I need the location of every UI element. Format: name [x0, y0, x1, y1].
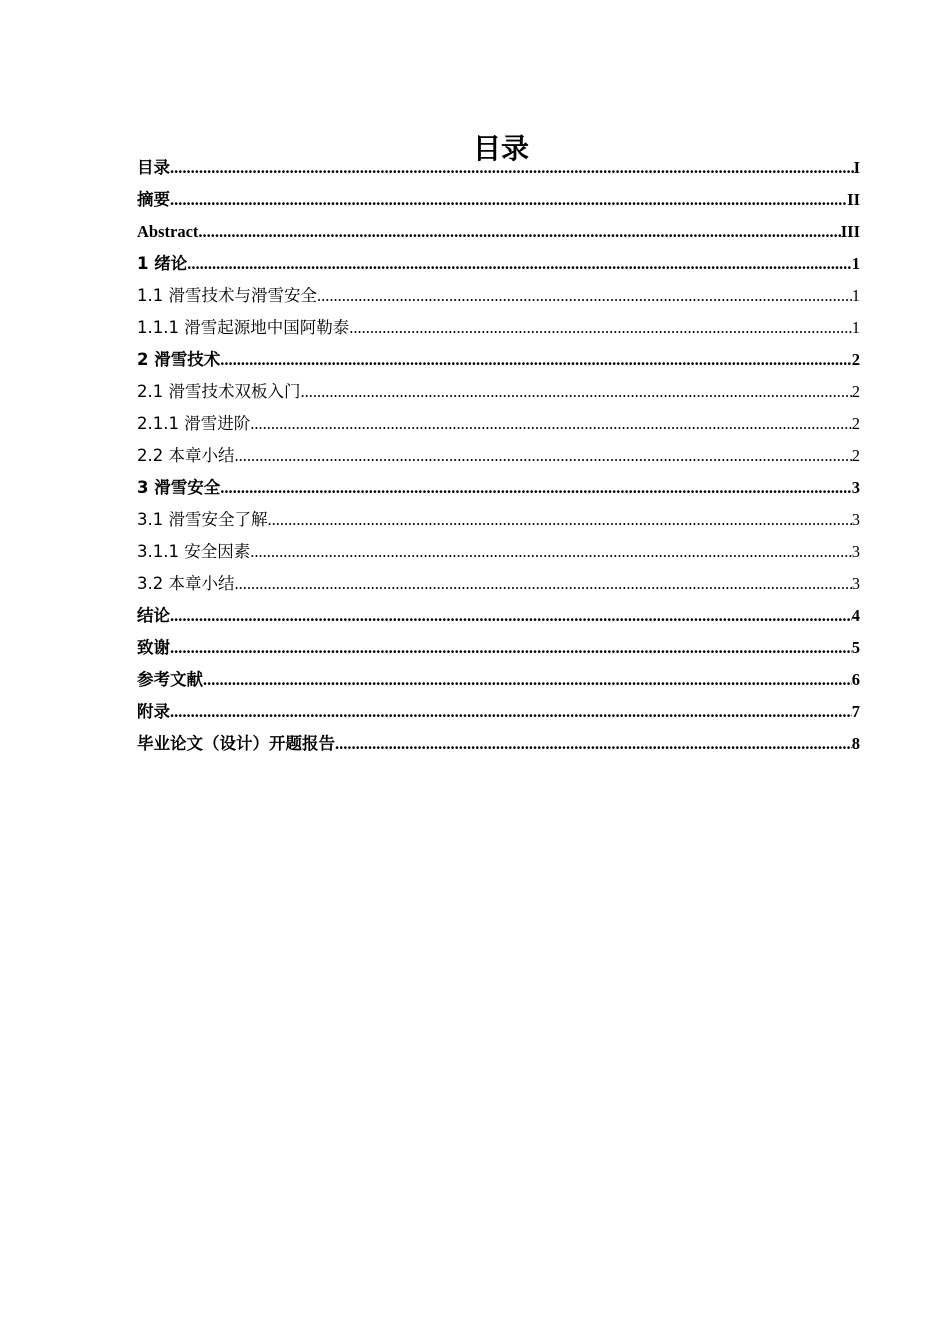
toc-entry-page-number: 7	[851, 702, 860, 721]
toc-entry-label: 1.1.1 滑雪起源地中国阿勒泰	[137, 318, 350, 337]
toc-entry-section-2-1-1[interactable]	[137, 408, 860, 440]
toc-entry-chapter-1[interactable]	[137, 248, 860, 280]
toc-entry-label: 2 滑雪技术	[137, 350, 221, 369]
dot-leader	[170, 600, 852, 632]
toc-entry-zhaiyao[interactable]	[137, 184, 860, 216]
dot-leader	[301, 376, 852, 408]
toc-entry-page-number: I	[853, 158, 860, 177]
toc-entry-chapter-2[interactable]	[137, 344, 860, 376]
toc-entry-page-number: 5	[851, 638, 860, 657]
toc-entry-page-number: III	[840, 222, 860, 241]
toc-entry-label: 致谢	[137, 638, 170, 657]
toc-entry-section-2-1[interactable]	[137, 376, 860, 408]
toc-entry-section-3-1-1[interactable]	[137, 536, 860, 568]
toc-entry-page-number: 2	[851, 350, 860, 369]
toc-entry-proposal-report[interactable]	[137, 728, 860, 760]
toc-entry-section-3-2[interactable]	[137, 568, 860, 600]
toc-entry-section-2-2[interactable]	[137, 440, 860, 472]
toc-entry-page-number: II	[847, 190, 860, 209]
dot-leader	[203, 664, 852, 696]
toc-entry-label: 1.1 滑雪技术与滑雪安全	[137, 286, 317, 305]
toc-entry-label: 结论	[137, 606, 170, 625]
toc-entry-page-number: 3	[851, 542, 860, 561]
toc-entry-page-number: 3	[851, 574, 860, 593]
toc-entry-page-number: 3	[851, 478, 860, 497]
toc-entry-page-number: 2	[851, 414, 860, 433]
dot-leader	[170, 632, 852, 664]
toc-entry-label: Abstract	[137, 222, 199, 241]
toc-entry-mulu[interactable]	[137, 152, 860, 184]
dot-leader	[235, 440, 852, 472]
toc-entry-page-number: 6	[851, 670, 860, 689]
toc-entry-label: 摘要	[137, 190, 170, 209]
toc-entry-page-number: 2	[851, 382, 860, 401]
dot-leader	[268, 504, 852, 536]
dot-leader	[220, 472, 852, 504]
toc-entry-page-number: 1	[851, 286, 860, 305]
dot-leader	[198, 216, 840, 248]
toc-entry-label: 参考文献	[137, 670, 203, 689]
toc-entry-chapter-3[interactable]	[137, 472, 860, 504]
dot-leader	[170, 696, 852, 728]
toc-entry-appendix[interactable]	[137, 696, 860, 728]
toc-entry-abstract[interactable]	[137, 216, 860, 248]
dot-leader	[335, 728, 852, 760]
dot-leader	[187, 248, 852, 280]
toc-entry-section-1-1[interactable]	[137, 280, 860, 312]
dot-leader	[170, 184, 847, 216]
dot-leader	[349, 312, 852, 344]
toc-entry-section-1-1-1[interactable]	[137, 312, 860, 344]
toc-entry-page-number: 8	[851, 734, 860, 753]
toc-entry-acknowledgements[interactable]	[137, 632, 860, 664]
toc-entry-label: 3.1 滑雪安全了解	[137, 510, 268, 529]
dot-leader	[170, 152, 854, 184]
dot-leader	[250, 536, 852, 568]
toc-entry-label: 毕业论文（设计）开题报告	[137, 734, 335, 753]
toc-entry-page-number: 1	[851, 318, 860, 337]
page-title: 目录	[472, 131, 529, 165]
toc-entry-label: 2.1 滑雪技术双板入门	[137, 382, 301, 401]
toc-entry-label: 目录	[137, 158, 170, 177]
toc-entry-page-number: 1	[851, 254, 860, 273]
toc-entry-references[interactable]	[137, 664, 860, 696]
dot-leader	[317, 280, 852, 312]
dot-leader	[220, 344, 852, 376]
toc-entry-label: 3 滑雪安全	[137, 478, 221, 497]
toc-entry-page-number: 3	[851, 510, 860, 529]
toc-entry-label: 附录	[137, 702, 170, 721]
toc-entry-label: 3.2 本章小结	[137, 574, 235, 593]
toc-entry-label: 2.2 本章小结	[137, 446, 235, 465]
toc-entry-label: 1 绪论	[137, 254, 188, 273]
toc-entry-page-number: 4	[851, 606, 860, 625]
toc-entry-conclusion[interactable]	[137, 600, 860, 632]
toc-entry-page-number: 2	[851, 446, 860, 465]
toc-entry-section-3-1[interactable]	[137, 504, 860, 536]
toc-entry-label: 2.1.1 滑雪进阶	[137, 414, 251, 433]
table-of-contents	[137, 152, 860, 760]
toc-entry-label: 3.1.1 安全因素	[137, 542, 251, 561]
dot-leader	[250, 408, 852, 440]
dot-leader	[235, 568, 852, 600]
